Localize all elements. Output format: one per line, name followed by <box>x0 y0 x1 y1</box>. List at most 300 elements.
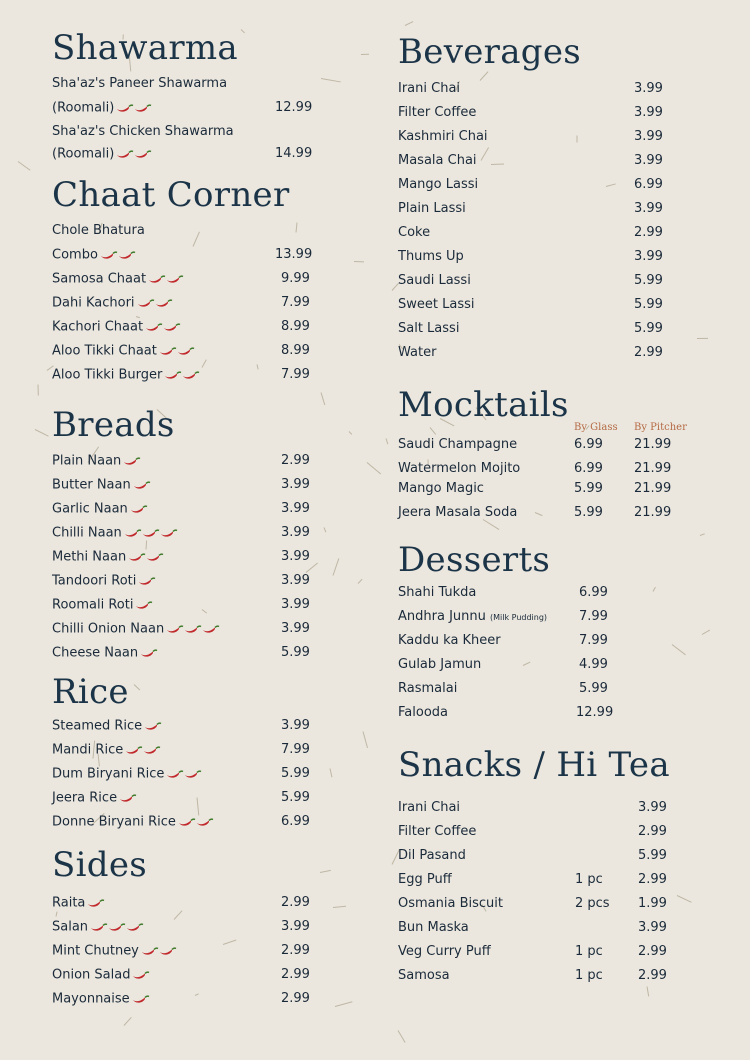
item-price: 1.99 <box>638 896 667 911</box>
menu-item[interactable] <box>52 124 322 140</box>
menu-item[interactable] <box>52 146 322 163</box>
menu-item[interactable] <box>398 824 718 840</box>
spice-level <box>90 919 144 935</box>
menu-item[interactable] <box>398 800 718 816</box>
chili-icon <box>184 769 202 779</box>
menu-item[interactable] <box>52 295 322 312</box>
item-price: 9.99 <box>281 271 310 286</box>
menu-section-rice <box>52 672 322 830</box>
chili-icon <box>134 103 152 113</box>
item-name: Plain Lassi <box>398 201 466 216</box>
item-price: 3.99 <box>634 153 663 168</box>
item-name: Mayonnaise <box>52 991 130 1007</box>
item-name: Kachori Chaat <box>52 319 144 335</box>
section-title: Breads <box>52 405 175 445</box>
menu-section-snacks-hi-tea <box>398 745 718 983</box>
menu-item[interactable] <box>52 223 322 239</box>
section-title: Mocktails <box>398 385 569 425</box>
item-note: (Milk Pudding) <box>490 613 548 622</box>
menu-item[interactable] <box>398 225 718 241</box>
chili-icon <box>108 922 126 932</box>
item-name: Mango Magic <box>398 481 484 496</box>
menu-item[interactable] <box>52 718 322 735</box>
menu-item[interactable] <box>52 453 322 470</box>
item-name: Dahi Kachori <box>52 295 135 311</box>
item-price: 8.99 <box>281 343 310 358</box>
item-name: Steamed Rice <box>52 718 143 734</box>
menu-item[interactable] <box>398 505 718 521</box>
menu-item[interactable] <box>398 437 718 453</box>
menu-item[interactable] <box>52 76 322 92</box>
menu-item[interactable] <box>398 705 718 721</box>
item-name: Chilli Onion Naan <box>52 621 165 637</box>
menu-item[interactable] <box>52 573 322 590</box>
item-name: Mango Lassi <box>398 177 479 192</box>
menu-item[interactable] <box>398 848 718 864</box>
spice-level <box>133 477 151 493</box>
chili-icon <box>132 994 150 1004</box>
paper-fleck <box>329 769 332 778</box>
item-name: Sweet Lassi <box>398 297 475 312</box>
chili-icon <box>116 149 134 159</box>
menu-item[interactable] <box>398 105 718 121</box>
item-name: Thums Up <box>398 249 464 264</box>
column-header-by-glass: By Glass <box>574 422 618 433</box>
menu-item[interactable] <box>398 609 718 626</box>
chili-icon <box>166 624 184 634</box>
item-price: 7.99 <box>281 742 310 757</box>
menu-item[interactable] <box>52 100 322 117</box>
item-name: Sha'az's Paneer Shawarma <box>52 76 228 91</box>
menu-item[interactable] <box>398 321 718 337</box>
spice-level <box>132 991 150 1007</box>
item-price: 5.99 <box>638 848 667 863</box>
menu-section-mocktails <box>398 385 718 520</box>
item-quantity: 1 pc <box>575 872 603 887</box>
menu-item[interactable] <box>52 766 322 783</box>
menu-item[interactable] <box>398 153 718 169</box>
item-name: Butter Naan <box>52 477 131 493</box>
item-price: 3.99 <box>281 525 310 540</box>
item-price: 7.99 <box>579 609 608 624</box>
item-name: Kashmiri Chai <box>398 129 488 144</box>
item-quantity: 1 pc <box>575 944 603 959</box>
item-price: 3.99 <box>281 718 310 733</box>
item-price: 12.99 <box>576 705 614 720</box>
paper-fleck <box>35 429 49 437</box>
chili-icon <box>143 745 161 755</box>
item-price: 2.99 <box>281 453 310 468</box>
spice-level <box>124 525 178 541</box>
spice-level <box>87 895 105 911</box>
section-title: Desserts <box>398 540 551 580</box>
menu-item[interactable] <box>52 645 322 662</box>
item-name: Water <box>398 345 437 360</box>
menu-item[interactable] <box>398 968 718 984</box>
item-price: 2.99 <box>638 968 667 983</box>
item-name: Onion Salad <box>52 967 131 983</box>
menu-item[interactable] <box>52 343 322 360</box>
paper-fleck <box>349 431 353 435</box>
menu-item[interactable] <box>398 249 718 265</box>
menu-item[interactable] <box>52 319 322 336</box>
chili-icon <box>100 250 118 260</box>
paper-fleck <box>361 54 369 55</box>
chili-icon <box>138 576 156 586</box>
item-name: Aloo Tikki Burger <box>52 367 163 383</box>
chili-icon <box>166 274 184 284</box>
item-name: Shahi Tukda <box>398 585 477 600</box>
item-name: Jeera Masala Soda <box>398 505 518 520</box>
paper-fleck <box>333 558 340 576</box>
item-price: 2.99 <box>281 967 310 982</box>
chili-icon <box>140 648 158 658</box>
section-title: Snacks / Hi Tea <box>398 745 670 785</box>
item-name: Falooda <box>398 705 448 720</box>
chili-icon <box>137 298 155 308</box>
spice-level <box>166 621 220 637</box>
paper-fleck <box>405 21 414 26</box>
paper-fleck <box>321 78 340 82</box>
spice-level <box>159 343 195 359</box>
spice-level <box>116 146 152 162</box>
chili-icon <box>146 552 164 562</box>
spice-level <box>123 453 141 469</box>
chili-icon <box>90 922 108 932</box>
item-price: 5.99 <box>281 790 310 805</box>
item-price: 5.99 <box>281 645 310 660</box>
item-price: 3.99 <box>634 81 663 96</box>
menu-item[interactable] <box>398 481 718 497</box>
spice-level <box>137 295 173 311</box>
item-price: 2.99 <box>281 895 310 910</box>
chili-icon <box>133 480 151 490</box>
item-quantity: 1 pc <box>575 968 603 983</box>
item-price: 7.99 <box>579 633 608 648</box>
spice-level <box>119 790 137 806</box>
item-price: 12.99 <box>275 100 313 115</box>
item-price: 2.99 <box>281 943 310 958</box>
item-name: Donne Biryani Rice <box>52 814 176 830</box>
paper-fleck <box>335 1001 353 1007</box>
chili-icon <box>160 528 178 538</box>
item-price: 3.99 <box>281 477 310 492</box>
chili-icon <box>128 552 146 562</box>
item-name: Sha'az's Chicken Shawarma <box>52 124 234 139</box>
item-price-pitcher: 21.99 <box>634 461 672 476</box>
paper-fleck <box>320 393 325 405</box>
item-name: Jeera Rice <box>52 790 118 806</box>
spice-level <box>148 271 184 287</box>
menu-item[interactable] <box>52 247 322 264</box>
menu-item[interactable] <box>52 967 322 984</box>
item-price: 5.99 <box>634 273 663 288</box>
item-name: Salan <box>52 919 89 935</box>
item-price: 5.99 <box>579 681 608 696</box>
menu-item[interactable] <box>52 621 322 638</box>
menu-item[interactable] <box>398 345 718 361</box>
item-name: Kaddu ka Kheer <box>398 633 501 648</box>
menu-section-beverages <box>398 32 718 360</box>
chili-icon <box>166 769 184 779</box>
item-price: 3.99 <box>634 129 663 144</box>
chili-icon <box>126 922 144 932</box>
item-price: 2.99 <box>638 824 667 839</box>
section-title: Rice <box>52 672 129 712</box>
menu-item[interactable] <box>398 461 718 477</box>
paper-fleck <box>37 384 38 395</box>
paper-fleck <box>354 261 364 262</box>
chili-icon <box>182 370 200 380</box>
item-price: 13.99 <box>275 247 313 262</box>
menu-item[interactable] <box>52 919 322 936</box>
menu-item[interactable] <box>52 742 322 759</box>
item-price: 7.99 <box>281 295 310 310</box>
item-name: Roomali Roti <box>52 597 134 613</box>
item-name: Samosa <box>398 968 450 983</box>
item-price: 2.99 <box>638 944 667 959</box>
menu-item[interactable] <box>398 585 718 601</box>
chili-icon <box>123 456 141 466</box>
item-price: 3.99 <box>281 919 310 934</box>
item-price: 2.99 <box>634 225 663 240</box>
spice-level <box>130 501 148 517</box>
item-price: 3.99 <box>281 549 310 564</box>
item-price: 2.99 <box>281 991 310 1006</box>
item-name: Plain Naan <box>52 453 122 469</box>
paper-fleck <box>430 427 436 434</box>
item-name: Salt Lassi <box>398 321 460 336</box>
item-name: Aloo Tikki Chaat <box>52 343 157 359</box>
menu-item[interactable] <box>398 81 718 97</box>
chili-icon <box>119 793 137 803</box>
item-price: 3.99 <box>634 201 663 216</box>
menu-section-breads <box>52 405 322 661</box>
menu-item[interactable] <box>52 549 322 566</box>
chili-icon <box>132 970 150 980</box>
item-price: 6.99 <box>574 437 603 452</box>
paper-fleck <box>697 338 708 339</box>
item-name: Chole Bhatura <box>52 223 145 238</box>
item-name: Irani Chai <box>398 800 461 815</box>
menu-item[interactable] <box>52 525 322 542</box>
paper-fleck <box>480 71 489 81</box>
paper-fleck <box>363 731 368 747</box>
chili-icon <box>164 370 182 380</box>
chili-icon <box>124 528 142 538</box>
item-name: Egg Puff <box>398 872 452 887</box>
item-price: 6.99 <box>579 585 608 600</box>
item-price: 3.99 <box>281 501 310 516</box>
item-name: Veg Curry Puff <box>398 944 491 959</box>
spice-level <box>100 247 136 263</box>
spice-level <box>138 573 156 589</box>
section-title: Beverages <box>398 32 581 72</box>
spice-level <box>135 597 153 613</box>
chili-icon <box>118 250 136 260</box>
chili-icon <box>130 504 148 514</box>
item-name: Garlic Naan <box>52 501 128 517</box>
chili-icon <box>142 528 160 538</box>
item-price: 4.99 <box>579 657 608 672</box>
spice-level <box>141 943 177 959</box>
chili-icon <box>148 274 166 284</box>
item-name: Coke <box>398 225 431 240</box>
item-price: 2.99 <box>638 872 667 887</box>
paper-fleck <box>385 439 388 445</box>
item-price: 6.99 <box>574 461 603 476</box>
item-name: (Roomali) <box>52 100 115 116</box>
spice-level <box>125 742 161 758</box>
item-name: Filter Coffee <box>398 105 477 120</box>
paper-fleck <box>358 579 363 584</box>
item-name: Samosa Chaat <box>52 271 147 287</box>
chili-icon <box>155 298 173 308</box>
menu-item[interactable] <box>52 991 322 1008</box>
spice-level <box>116 100 152 116</box>
menu-section-sides <box>52 845 322 1007</box>
menu-section-shawarma <box>52 28 322 162</box>
menu-item[interactable] <box>398 201 718 217</box>
item-name: Mint Chutney <box>52 943 139 959</box>
chili-icon <box>144 721 162 731</box>
menu-item[interactable] <box>398 944 718 960</box>
spice-level <box>132 967 150 983</box>
spice-level <box>166 766 202 782</box>
menu-item[interactable] <box>398 896 718 912</box>
item-price: 5.99 <box>574 481 603 496</box>
spice-level <box>145 319 181 335</box>
chili-icon <box>87 898 105 908</box>
section-title: Sides <box>52 845 147 885</box>
menu-item[interactable] <box>398 920 718 936</box>
item-name: Irani Chai <box>398 81 461 96</box>
item-price-pitcher: 21.99 <box>634 481 672 496</box>
chili-icon <box>141 946 159 956</box>
menu-item[interactable] <box>398 129 718 145</box>
menu-item[interactable] <box>52 477 322 494</box>
menu-item[interactable] <box>398 681 718 697</box>
item-name: Rasmalai <box>398 681 458 696</box>
chili-icon <box>134 149 152 159</box>
item-price: 7.99 <box>281 367 310 382</box>
item-price: 5.99 <box>281 766 310 781</box>
item-price: 3.99 <box>281 621 310 636</box>
item-name: Masala Chai <box>398 153 477 168</box>
item-price: 5.99 <box>574 505 603 520</box>
item-price: 2.99 <box>634 345 663 360</box>
menu-item[interactable] <box>398 872 718 888</box>
item-name: Filter Coffee <box>398 824 477 839</box>
paper-fleck <box>397 1030 405 1043</box>
chili-icon <box>125 745 143 755</box>
spice-level <box>128 549 164 565</box>
item-name: Dum Biryani Rice <box>52 766 165 782</box>
item-price: 3.99 <box>634 249 663 264</box>
item-name: Dil Pasand <box>398 848 466 863</box>
item-price: 8.99 <box>281 319 310 334</box>
column-header-by-pitcher: By Pitcher <box>634 422 687 433</box>
item-price: 6.99 <box>634 177 663 192</box>
menu-item[interactable] <box>52 271 322 288</box>
chili-icon <box>159 946 177 956</box>
chili-icon <box>163 322 181 332</box>
item-name: Mandi Rice <box>52 742 124 758</box>
menu-item[interactable] <box>52 814 322 831</box>
menu-item[interactable] <box>52 895 322 912</box>
chili-icon <box>178 817 196 827</box>
item-quantity: 2 pcs <box>575 896 610 911</box>
item-price-pitcher: 21.99 <box>634 505 672 520</box>
chili-icon <box>116 103 134 113</box>
item-price: 3.99 <box>638 800 667 815</box>
menu-item[interactable] <box>52 367 322 384</box>
paper-fleck <box>366 462 381 474</box>
item-price: 5.99 <box>634 297 663 312</box>
item-price-pitcher: 21.99 <box>634 437 672 452</box>
menu-item[interactable] <box>52 597 322 614</box>
paper-fleck <box>56 912 58 917</box>
menu-section-chaat-corner <box>52 175 322 383</box>
menu-item[interactable] <box>398 633 718 649</box>
item-name: (Roomali) <box>52 146 115 162</box>
section-title: Shawarma <box>52 28 238 68</box>
paper-fleck <box>124 1017 132 1026</box>
item-name: Watermelon Mojito <box>398 461 521 476</box>
item-name: Gulab Jamun <box>398 657 482 672</box>
chili-icon <box>145 322 163 332</box>
menu-item[interactable] <box>52 501 322 518</box>
item-name: Osmania Biscuit <box>398 896 503 911</box>
item-name: Chilli Naan <box>52 525 122 541</box>
menu-item[interactable] <box>52 943 322 960</box>
item-name: Combo <box>52 247 98 263</box>
item-name: Saudi Champagne <box>398 437 518 452</box>
paper-fleck <box>647 986 650 996</box>
item-price: 14.99 <box>275 146 313 161</box>
chili-icon <box>184 624 202 634</box>
item-name: Methi Naan <box>52 549 127 565</box>
paper-fleck <box>333 906 346 908</box>
menu-item[interactable] <box>398 273 718 289</box>
chili-icon <box>196 817 214 827</box>
chili-icon <box>159 346 177 356</box>
menu-item[interactable] <box>398 657 718 673</box>
paper-fleck <box>18 161 31 171</box>
spice-level <box>178 814 214 830</box>
paper-fleck <box>323 527 326 532</box>
item-name: Raita <box>52 895 86 911</box>
menu-item[interactable] <box>398 297 718 313</box>
item-price: 3.99 <box>281 597 310 612</box>
spice-level <box>164 367 200 383</box>
item-name: Bun Maska <box>398 920 469 935</box>
item-name: Cheese Naan <box>52 645 139 661</box>
menu-item[interactable] <box>52 790 322 807</box>
item-name: Andhra Junnu <box>398 609 486 624</box>
item-price: 6.99 <box>281 814 310 829</box>
spice-level <box>140 645 158 661</box>
spice-level <box>144 718 162 734</box>
paper-fleck <box>146 540 148 549</box>
item-name: Tandoori Roti <box>52 573 137 589</box>
chili-icon <box>135 600 153 610</box>
menu-item[interactable] <box>398 177 718 193</box>
item-name: Saudi Lassi <box>398 273 471 288</box>
chili-icon <box>177 346 195 356</box>
item-price: 3.99 <box>281 573 310 588</box>
item-price: 3.99 <box>638 920 667 935</box>
